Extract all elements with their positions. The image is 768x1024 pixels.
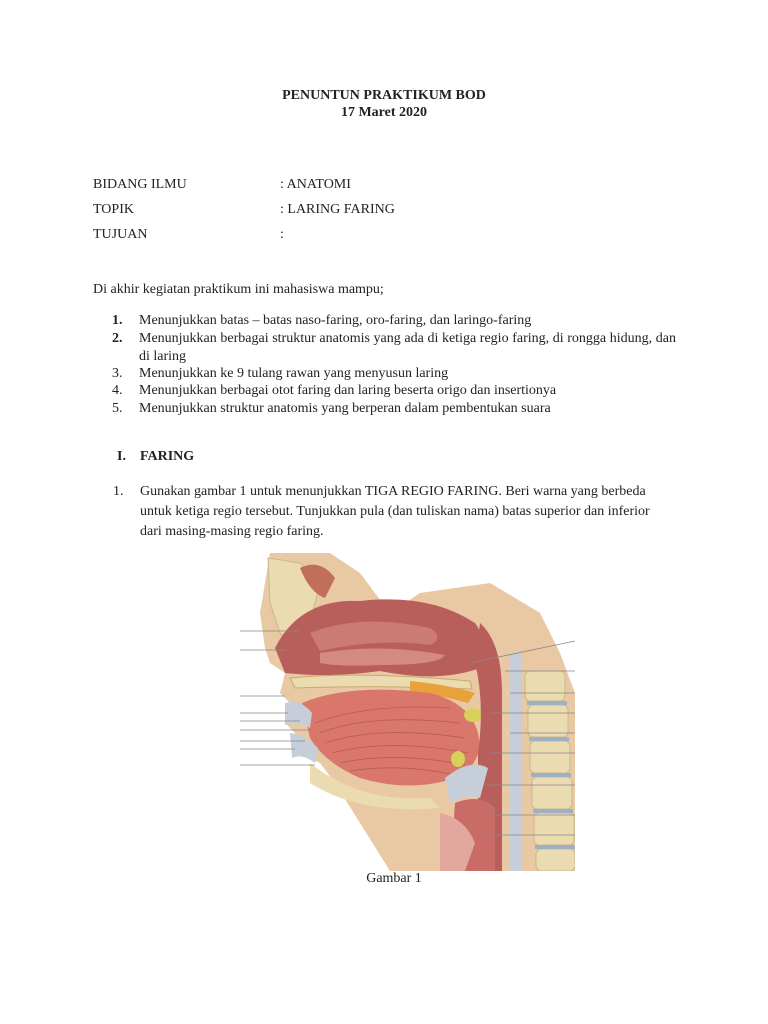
meta-row-bidang-ilmu xyxy=(93,176,351,194)
objective-item xyxy=(112,365,676,383)
meta-row-topik xyxy=(93,201,395,219)
objective-item xyxy=(112,382,676,400)
objective-text: Menunjukkan berbagai struktur anatomis yang ada di ketiga regio faring, di rongga hidung, dan di laring xyxy=(139,331,676,364)
objective-item xyxy=(112,312,676,330)
figure-caption: Gambar 1 xyxy=(366,871,422,886)
meta-value: : xyxy=(280,227,284,242)
meta-key: BIDANG ILMU xyxy=(93,177,187,192)
meta-row-tujuan xyxy=(93,226,284,244)
anatomy-figure-svg xyxy=(240,553,575,871)
objective-number: 1. xyxy=(112,313,123,328)
objective-text: Menunjukkan batas – batas naso-faring, oro-faring, dan laringo-faring xyxy=(139,313,532,328)
document-date: 17 Maret 2020 xyxy=(340,105,428,120)
objective-item xyxy=(112,330,676,366)
objective-number: 2. xyxy=(112,331,123,346)
objective-number: 5. xyxy=(112,401,123,416)
question-item xyxy=(113,482,673,542)
question-text: Gunakan gambar 1 untuk menunjukkan TIGA REGIO FARING. Beri warna yang berbeda untuk ketiga regio tersebut. Tunjukkan pula (dan tuliskan nama) batas superior dan inferior dari masing-masing regio faring. xyxy=(140,484,650,539)
meta-key: TUJUAN xyxy=(93,227,148,242)
objective-item xyxy=(112,400,676,418)
meta-key: TOPIK xyxy=(93,202,134,217)
intro-text: Di akhir kegiatan praktikum ini mahasiswa mampu; xyxy=(93,282,384,297)
document-title: PENUNTUN PRAKTIKUM BOD xyxy=(282,88,486,103)
section-heading xyxy=(117,448,194,466)
objective-text: Menunjukkan struktur anatomis yang berperan dalam pembentukan suara xyxy=(139,401,551,416)
objective-number: 3. xyxy=(112,366,123,381)
question-number: 1. xyxy=(113,484,124,499)
objective-text: Menunjukkan berbagai otot faring dan laring beserta origo dan insertionya xyxy=(139,383,557,398)
objective-text: Menunjukkan ke 9 tulang rawan yang menyusun laring xyxy=(139,366,449,381)
objective-number: 4. xyxy=(112,383,123,398)
section-number: I. xyxy=(117,449,126,464)
meta-value: : LARING FARING xyxy=(280,202,395,217)
meta-value: : ANATOMI xyxy=(280,177,351,192)
section-title: FARING xyxy=(140,449,195,464)
pharynx-sagittal-illustration xyxy=(240,553,575,871)
